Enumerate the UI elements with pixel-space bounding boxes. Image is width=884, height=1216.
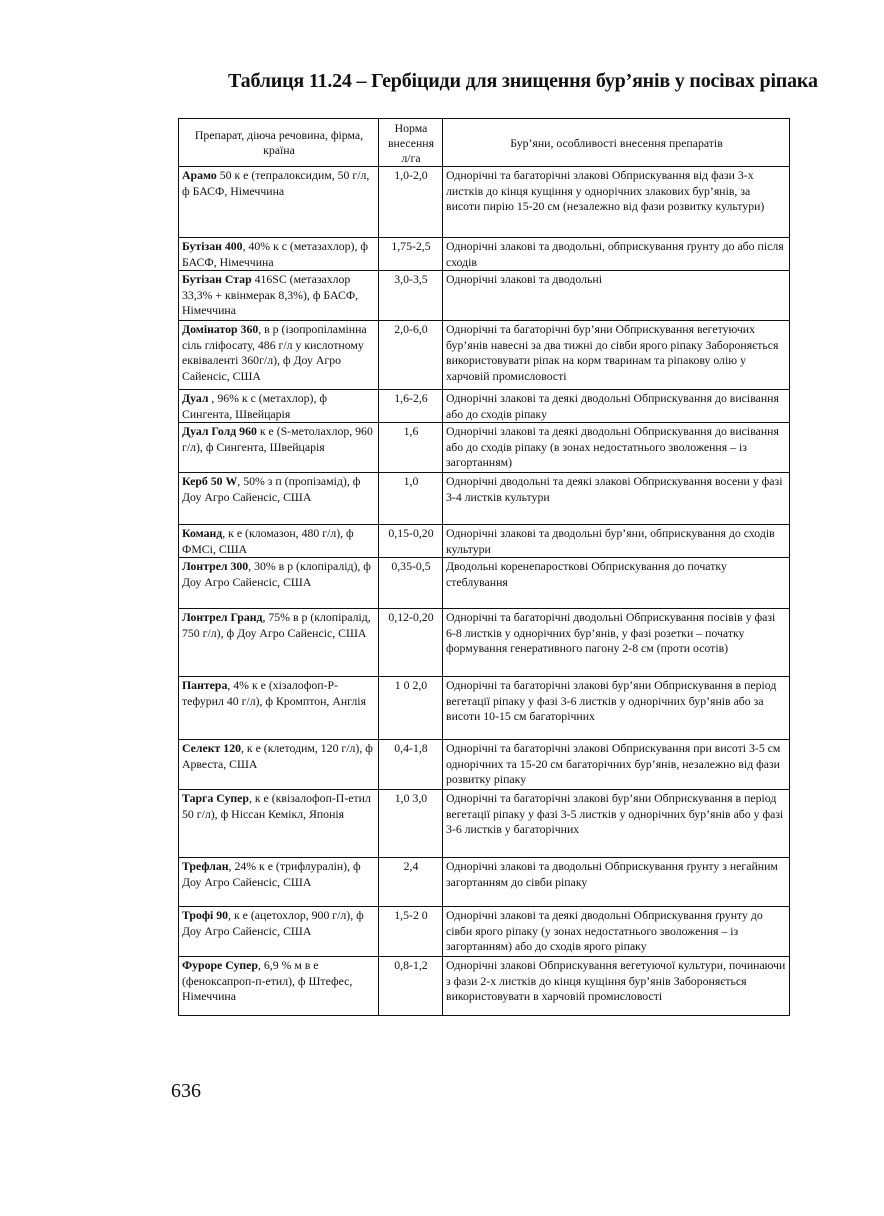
preparation-name: Фуроре Супер	[182, 958, 258, 972]
preparation-cell	[179, 525, 379, 558]
table-row	[179, 609, 790, 677]
table-row	[179, 390, 790, 423]
table-row	[179, 321, 790, 390]
rate-cell: 1,6-2,6	[379, 390, 443, 423]
preparation-cell	[179, 558, 379, 609]
table-row	[179, 957, 790, 1016]
preparation-cell	[179, 423, 379, 473]
table-row	[179, 858, 790, 907]
preparation-cell	[179, 238, 379, 271]
table-row	[179, 525, 790, 558]
weeds-cell: Однорічні та багаторічні злакові бур’яни Обприскування в період вегетації ріпаку у фазі 3-5 листків у однорічних бур’янів або у фазі 3-6 листків у багаторічних	[443, 790, 790, 858]
preparation-name: Селект 120	[182, 741, 241, 755]
rate-cell: 1,0	[379, 473, 443, 525]
header-weeds: Бур’яни, особливості внесення препаратів	[443, 119, 790, 167]
weeds-cell: Дводольні коренепаросткові Обприскування до початку стеблування	[443, 558, 790, 609]
preparation-cell	[179, 957, 379, 1016]
preparation-name: Бутізан 400	[182, 239, 243, 253]
preparation-details: , 96% к с (метахлор), ф Сингента, Швейцарія	[182, 391, 327, 421]
preparation-cell	[179, 473, 379, 525]
weeds-cell: Однорічні та багаторічні злакові Обприскування при висоті 3-5 см однорічних та 15-20 см багаторічних бур’янів, незалежно від фази розвитку ріпаку	[443, 740, 790, 790]
preparation-details: к е (S-метолахлор, 960 г/л), ф Сингента, Швейцарія	[182, 424, 373, 454]
preparation-details: , к е (клетодим, 120 г/л), ф Арвеста, США	[182, 741, 373, 771]
preparation-name: Команд	[182, 526, 223, 540]
preparation-cell	[179, 790, 379, 858]
weeds-cell: Однорічні злакові та дводольні	[443, 271, 790, 321]
preparation-name: Трефлан	[182, 859, 229, 873]
preparation-cell	[179, 677, 379, 740]
weeds-cell: Однорічні злакові та деякі дводольні Обприскування ґрунту до сівби ярого ріпаку (у зонах недостатнього зволоження – із загортанням) або до сходів ярого ріпаку	[443, 907, 790, 957]
table-row	[179, 677, 790, 740]
weeds-cell: Однорічні та багаторічні злакові Обприскування від фази 3-х листків до кінця кущіння у однорічних злакових бур’янів, за висоти пирію 15-20 см (незалежно від фази розвитку культури)	[443, 167, 790, 238]
preparation-details: 50 к е (тепралоксидим, 50 г/л, ф БАСФ, Німеччина	[182, 168, 370, 198]
weeds-cell: Однорічні дводольні та деякі злакові Обприскування восени у фазі 3-4 листків культури	[443, 473, 790, 525]
rate-cell: 0,8-1,2	[379, 957, 443, 1016]
preparation-name: Дуал Голд 960	[182, 424, 257, 438]
preparation-cell	[179, 858, 379, 907]
preparation-details: , 30% в р (клопіралід), ф Доу Агро Сайенсіс, США	[182, 559, 371, 589]
rate-cell: 0,35-0,5	[379, 558, 443, 609]
weeds-cell: Однорічні та багаторічні злакові бур’яни Обприскування в період вегетації ріпаку у фазі 3-6 листків у однорічних бур’янів або за висоти 10-15 см багаторічних	[443, 677, 790, 740]
preparation-name: Пантера	[182, 678, 228, 692]
preparation-name: Тарга Супер	[182, 791, 249, 805]
rate-cell: 1,6	[379, 423, 443, 473]
preparation-cell	[179, 390, 379, 423]
table-header-row	[179, 119, 790, 167]
weeds-cell: Однорічні злакові Обприскування вегетуючої культури, починаючи з фази 2-х листків до кінця кущіння бур’янів Забороняється використовувати в харчовій промисловості	[443, 957, 790, 1016]
preparation-name: Лонтрел 300	[182, 559, 249, 573]
table-row	[179, 790, 790, 858]
table-row	[179, 238, 790, 271]
preparation-cell	[179, 907, 379, 957]
rate-cell: 1,0 3,0	[379, 790, 443, 858]
preparation-details: , 4% к е (хізалофоп-Р-тефурил 40 г/л), ф Кромптон, Англія	[182, 678, 366, 708]
preparation-name: Лонтрел Гранд	[182, 610, 263, 624]
preparation-details: , в р (ізопропіламінна сіль гліфосату, 486 г/л у кислотному еквіваленті 360г/л), ф Доу Агро Сайенсіс, США	[182, 322, 367, 383]
table-row	[179, 907, 790, 957]
header-preparation: Препарат, діюча речовина, фірма, країна	[179, 119, 379, 167]
preparation-cell	[179, 167, 379, 238]
page-title: Таблиця 11.24 – Гербіциди для знищення бур’янів у посівах ріпака	[228, 70, 818, 92]
table-row	[179, 167, 790, 238]
preparation-details: , 50% з п (пропізамід), ф Доу Агро Сайенсіс, США	[182, 474, 361, 504]
rate-cell: 1,75-2,5	[379, 238, 443, 271]
preparation-name: Домінатор 360	[182, 322, 259, 336]
rate-cell: 1 0 2,0	[379, 677, 443, 740]
weeds-cell: Однорічні та багаторічні дводольні Обприскування посівів у фазі 6-8 листків у однорічних бур’янів, у фазі розетки – початку формування генеративного пагону 2-8 см (проти осотів)	[443, 609, 790, 677]
preparation-details: , к е (кломазон, 480 г/л), ф ФМСі, США	[182, 526, 354, 556]
preparation-details: , 6,9 % м в е (феноксапроп-п-етил), ф Штефес, Німеччина	[182, 958, 353, 1003]
table-row	[179, 558, 790, 609]
preparation-name: Дуал	[182, 391, 209, 405]
preparation-name: Керб 50 W	[182, 474, 238, 488]
table-row	[179, 740, 790, 790]
preparation-cell	[179, 271, 379, 321]
preparation-name: Трофі 90	[182, 908, 229, 922]
rate-cell: 0,15-0,20	[379, 525, 443, 558]
weeds-cell: Однорічні злакові та дводольні, обприскування ґрунту до або після сходів	[443, 238, 790, 271]
preparation-name: Арамо	[182, 168, 217, 182]
preparation-details: 416SC (метазахлор 33,3% + квінмерак 8,3%), ф БАСФ, Німеччина	[182, 272, 359, 317]
weeds-cell: Однорічні злакові та дводольні Обприскування ґрунту з негайним загортанням до сівби ріпаку	[443, 858, 790, 907]
weeds-cell: Однорічні злакові та деякі дводольні Обприскування до висівання або до сходів ріпаку	[443, 390, 790, 423]
table-row	[179, 473, 790, 525]
table-body	[179, 167, 790, 1016]
rate-cell: 1,0-2,0	[379, 167, 443, 238]
preparation-details: , 75% в р (клопіралід, 750 г/л), ф Доу Агро Сайенсіс, США	[182, 610, 371, 640]
preparation-name: Бутізан Стар	[182, 272, 252, 286]
table-row	[179, 271, 790, 321]
weeds-cell: Однорічні злакові та дводольні бур’яни, обприскування до сходів культури	[443, 525, 790, 558]
preparation-details: , 40% к с (метазахлор), ф БАСФ, Німеччина	[182, 239, 369, 269]
preparation-details: , к е (ацетохлор, 900 г/л), ф Доу Агро Сайенсіс, США	[182, 908, 364, 938]
header-rate: Норма внесення л/га	[379, 119, 443, 167]
herbicide-table	[178, 118, 790, 1016]
rate-cell: 0,12-0,20	[379, 609, 443, 677]
page-number: 636	[171, 1080, 201, 1102]
rate-cell: 3,0-3,5	[379, 271, 443, 321]
preparation-details: , 24% к е (трифлуралін), ф Доу Агро Сайенсіс, США	[182, 859, 361, 889]
weeds-cell: Однорічні та багаторічні бур’яни Обприскування вегетуючих бур’янів навесні за два тижні до сівби ярого ріпаку Забороняється використовувати ріпак на корм тваринам та ріпакову олію у харчовій промисловості	[443, 321, 790, 390]
preparation-cell	[179, 740, 379, 790]
rate-cell: 0,4-1,8	[379, 740, 443, 790]
rate-cell: 2,0-6,0	[379, 321, 443, 390]
preparation-cell	[179, 321, 379, 390]
preparation-cell	[179, 609, 379, 677]
table-row	[179, 423, 790, 473]
weeds-cell: Однорічні злакові та деякі дводольні Обприскування до висівання або до сходів ріпаку (в зонах недостатнього зволоження – із загортанням)	[443, 423, 790, 473]
rate-cell: 2,4	[379, 858, 443, 907]
preparation-details: , к е (квізалофоп-П-етил 50 г/л), ф Ніссан Кемікл, Японія	[182, 791, 371, 821]
rate-cell: 1,5-2 0	[379, 907, 443, 957]
